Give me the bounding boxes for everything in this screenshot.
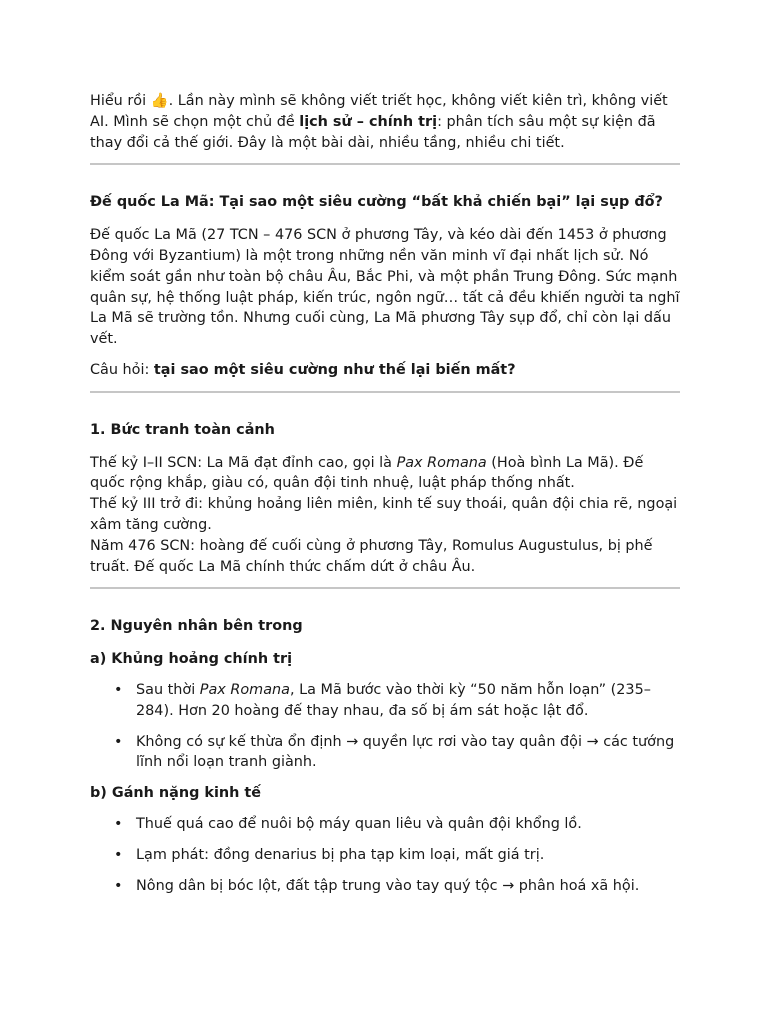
intro-text-2: : phân tích sâu một sự kiện đã thay đổi cả thế giới. Đây là một bài dài, nhiều tầng, nhiều chi tiết. [90,113,656,151]
intro-paragraph [90,91,680,153]
list-item-italic: Pax Romana [199,681,290,698]
intro-text-1: Hiểu rồi 👍. Lần này mình sẽ không viết triết học, không viết kiên trì, không viết AI. Mình sẽ chọn một chủ đề [90,93,668,130]
list-item-post: , La Mã bước vào thời kỳ “50 năm hỗn loạn” (235–284). Hơn 20 hoàng đế thay nhau, đa số bị ám sát hoặc lật đổ. [136,681,651,719]
timeline-line-1-pre: Thế kỷ I–II SCN: La Mã đạt đỉnh cao, gọi là [90,454,397,471]
timeline-line-1-italic: Pax Romana [396,454,487,471]
timeline-line-2: Thế kỷ III trở đi: khủng hoảng liên miên, kinh tế suy thoái, quân đội chia rẽ, ngoại xâm tăng cường. [90,496,678,533]
document-body [90,91,680,906]
divider [90,391,680,393]
section-heading-overview: 1. Bức tranh toàn cảnh [90,421,275,438]
section-heading-internal-causes: 2. Nguyên nhân bên trong [90,618,303,635]
overview-paragraph: Đế quốc La Mã (27 TCN – 476 SCN ở phương Tây, và kéo dài đến 1453 ở phương Đông với Byzantium) là một trong những nền văn minh vĩ đại nhất lịch sử. Nó kiểm soát gần như toàn bộ châu Âu, Bắc Phi, và một phần Trung Đông. Sức mạnh quân sự, hệ thống luật pháp, kiến trúc, ngôn ngữ… tất cả đều khiến người ta nghĩ La Mã sẽ trường tồn. Nhưng cuối cùng, La Mã phương Tây sụp đổ, chỉ còn lại dấu vết. [90,227,680,348]
divider [90,587,680,589]
list-item: • Không có sự kế thừa ổn định → quyền lực rơi vào tay quân đội → các tướng lĩnh nổi loạn tranh giành. [136,732,680,774]
timeline-line-1 [90,453,680,495]
political-crisis-list [90,680,680,773]
list-item-pre: Sau thời [136,681,200,698]
subheading-political-crisis: a) Khủng hoảng chính trị [90,651,293,668]
divider [90,163,680,165]
subheading-economic-burden: b) Gánh nặng kinh tế [90,785,262,802]
list-item [136,680,680,722]
list-item: • Thuế quá cao để nuôi bộ máy quan liêu và quân đội khổng lồ. [136,814,680,835]
economic-burden-list [90,814,680,896]
timeline-block [90,453,680,578]
article-title: Đế quốc La Mã: Tại sao một siêu cường “bất khả chiến bại” lại sụp đổ? [90,194,663,211]
intro-bold-topic: lịch sử – chính trị [299,113,438,130]
question-label: Câu hỏi: [90,361,154,378]
question-bold: tại sao một siêu cường như thế lại biến mất? [153,361,516,378]
list-item: • Nông dân bị bóc lột, đất tập trung vào tay quý tộc → phân hoá xã hội. [136,876,680,897]
timeline-line-1-post: (Hoà bình La Mã). Đế quốc rộng khắp, giàu có, quân đội tinh nhuệ, luật pháp thống nhất. [90,454,644,492]
timeline-line-3: Năm 476 SCN: hoàng đế cuối cùng ở phương Tây, Romulus Augustulus, bị phế truất. Đế quốc La Mã chính thức chấm dứt ở châu Âu. [90,537,653,575]
list-item: • Lạm phát: đồng denarius bị pha tạp kim loại, mất giá trị. [136,845,680,866]
question-paragraph [90,360,680,381]
